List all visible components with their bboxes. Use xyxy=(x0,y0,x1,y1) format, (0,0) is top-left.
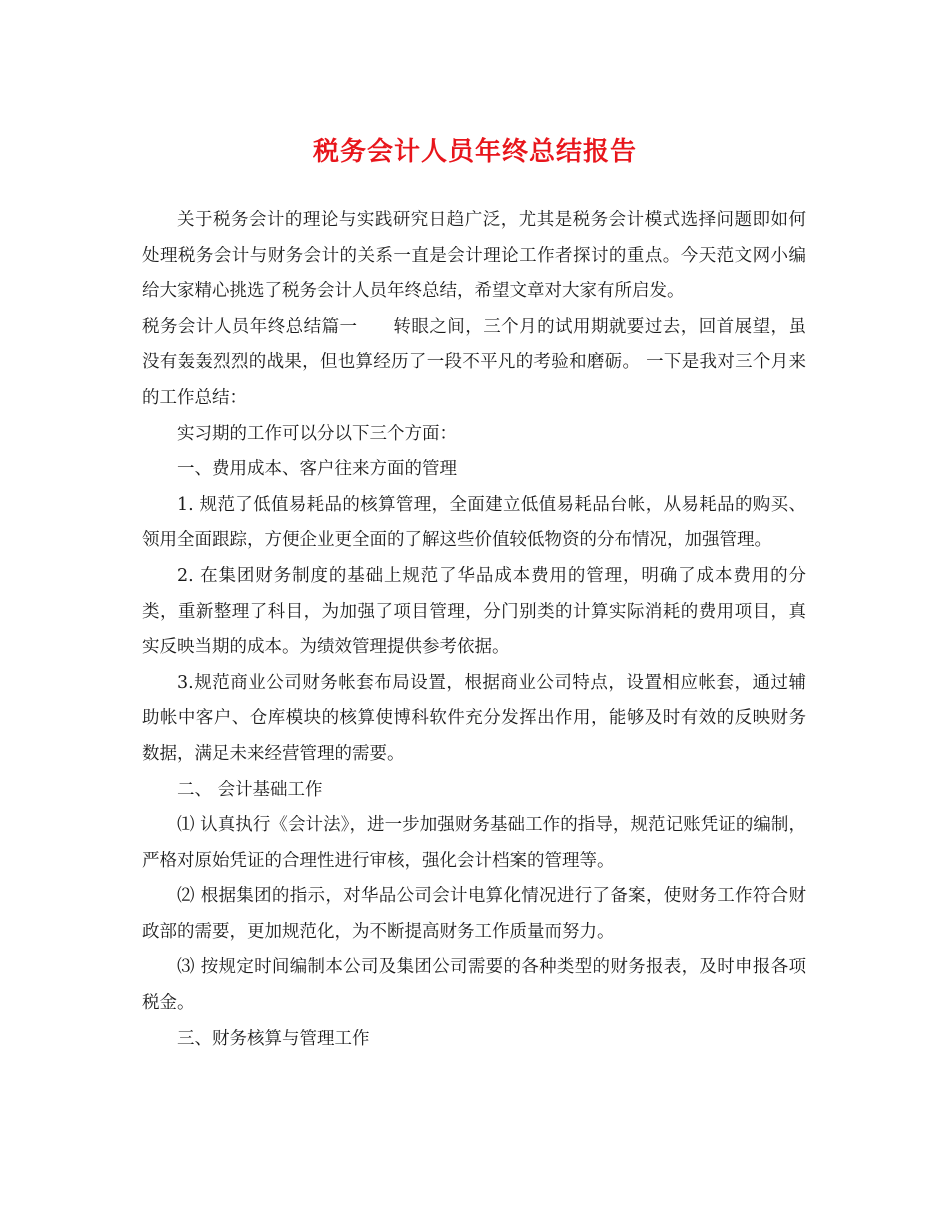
list-item-3: 3.规范商业公司财务帐套布局设置，根据商业公司特点，设置相应帐套，通过辅助帐中客户、仓库模块的核算使博科软件充分发挥出作用，能够及时有效的反映财务数据，满足未来经营管理的需要。 xyxy=(142,672,806,764)
document-body xyxy=(142,203,806,1057)
list-item-4: ⑴ 认真执行《会计法》，进一步加强财务基础工作的指导，规范记账凭证的编制，严格对原始凭证的合理性进行审核，强化会计档案的管理等。 xyxy=(142,815,806,871)
section-heading-2: 二、 会计基础工作 xyxy=(177,779,323,800)
section-heading-1: 一、费用成本、客户往来方面的管理 xyxy=(177,459,457,480)
work-aspects-paragraph: 实习期的工作可以分以下三个方面： xyxy=(177,423,457,444)
document-title: 税务会计人员年终总结报告 xyxy=(312,137,637,167)
list-item-6: ⑶ 按规定时间编制本公司及集团公司需要的各种类型的财务报表，及时申报各项税金。 xyxy=(142,957,806,1014)
section-heading-3: 三、财务核算与管理工作 xyxy=(177,1028,370,1049)
list-item-1: 1. 规范了低值易耗品的核算管理，全面建立低值易耗品台帐，从易耗品的购买、领用全面跟踪，方便企业更全面的了解这些价值较低物资的分布情况，加强管理。 xyxy=(142,494,806,551)
section-intro-paragraph: 税务会计人员年终总结篇一 转眼之间，三个月的试用期就要过去，回首展望，虽没有轰轰烈烈的战果，但也算经历了一段不平凡的考验和磨砺。 一下是我对三个月来的工作总结： xyxy=(142,316,806,408)
list-item-2: 2. 在集团财务制度的基础上规范了华品成本费用的管理，明确了成本费用的分类，重新整理了科目，为加强了项目管理，分门别类的计算实际消耗的费用项目，真实反映当期的成本。为绩效管理提供参考依据。 xyxy=(142,565,806,658)
intro-paragraph: 关于税务会计的理论与实践研究日趋广泛，尤其是税务会计模式选择问题即如何处理税务会计与财务会计的关系一直是会计理论工作者探讨的重点。今天范文网小编给大家精心挑选了税务会计人员年终总结，希望文章对大家有所启发。 xyxy=(142,210,806,302)
list-item-5: ⑵ 根据集团的指示，对华品公司会计电算化情况进行了备案，使财务工作符合财政部的需要，更加规范化，为不断提高财务工作质量而努力。 xyxy=(142,886,806,942)
